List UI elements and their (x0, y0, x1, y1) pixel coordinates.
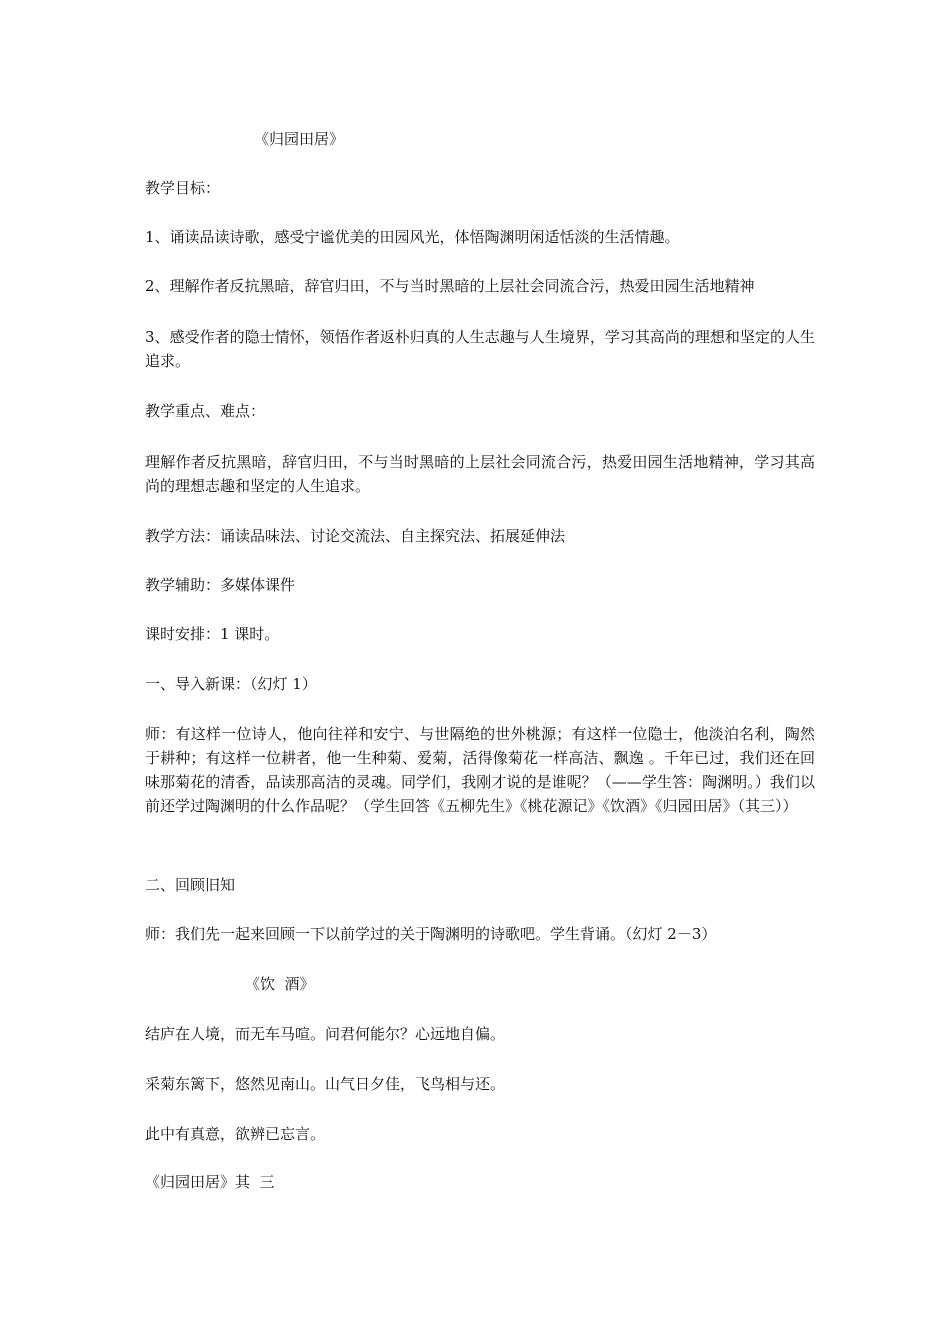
teaching-aids: 教学辅助：多媒体课件 (145, 576, 296, 594)
poem-title-yinjiu: 《饮 酒》 (245, 975, 315, 993)
goals-heading: 教学目标： (145, 179, 221, 197)
goal-3: 3、感受作者的隐士情怀，领悟作者返朴归真的人生志趣与人生境界，学习其高尚的理想和坚定的人生追求。 (145, 328, 815, 370)
class-hours: 课时安排：1 课时。 (145, 625, 280, 643)
poem-line: 此中有真意，欲辨已忘言。 (145, 1125, 326, 1143)
section-2-heading: 二、回顾旧知 (145, 876, 236, 894)
teaching-methods: 教学方法：诵读品味法、讨论交流法、自主探究法、拓展延伸法 (145, 527, 566, 545)
goal-2: 2、理解作者反抗黑暗，辞官归田，不与当时黑暗的上层社会同流合污，热爱田园生活地精神 (145, 277, 755, 295)
section-1-heading: 一、导入新课：（幻灯 1） (145, 675, 317, 693)
poem-title-guiyuantianju: 《归园田居》其 三 (145, 1173, 275, 1191)
document-title: 《归园田居》 (254, 130, 345, 148)
review-paragraph: 师：我们先一起来回顾一下以前学过的关于陶渊明的诗歌吧。学生背诵。（幻灯 2－3） (145, 925, 717, 943)
keypoints-text: 理解作者反抗黑暗，辞官归田，不与当时黑暗的上层社会同流合污，热爱田园生活地精神，学习其高尚的理想志趣和坚定的人生追求。 (145, 453, 815, 495)
poem-line: 结庐在人境，而无车马喧。问君何能尔？心远地自偏。 (145, 1025, 506, 1043)
goal-1: 1、诵读品读诗歌，感受宁谧优美的田园风光，体悟陶渊明闲适恬淡的生活情趣。 (145, 228, 680, 246)
keypoints-heading: 教学重点、难点： (145, 402, 266, 420)
poem-line: 采菊东篱下，悠然见南山。山气日夕佳，飞鸟相与还。 (145, 1075, 506, 1093)
intro-paragraph: 师：有这样一位诗人，他向往祥和安宁、与世隔绝的世外桃源；有这样一位隐士，他淡泊名利，陶然于耕种；有这样一位耕者，他一生种菊、爱菊，活得像菊花一样高洁、飘逸 。千年已过，我们还在回味那菊花的清香，品读那高洁的灵魂。同学们，我刚才说的是谁呢？（——学生答：陶渊明。）我们以前还学过陶渊明的什么作品呢？（学生回答《五柳先生》《桃花源记》《饮酒》《归园田居》（其三）） (145, 725, 815, 815)
